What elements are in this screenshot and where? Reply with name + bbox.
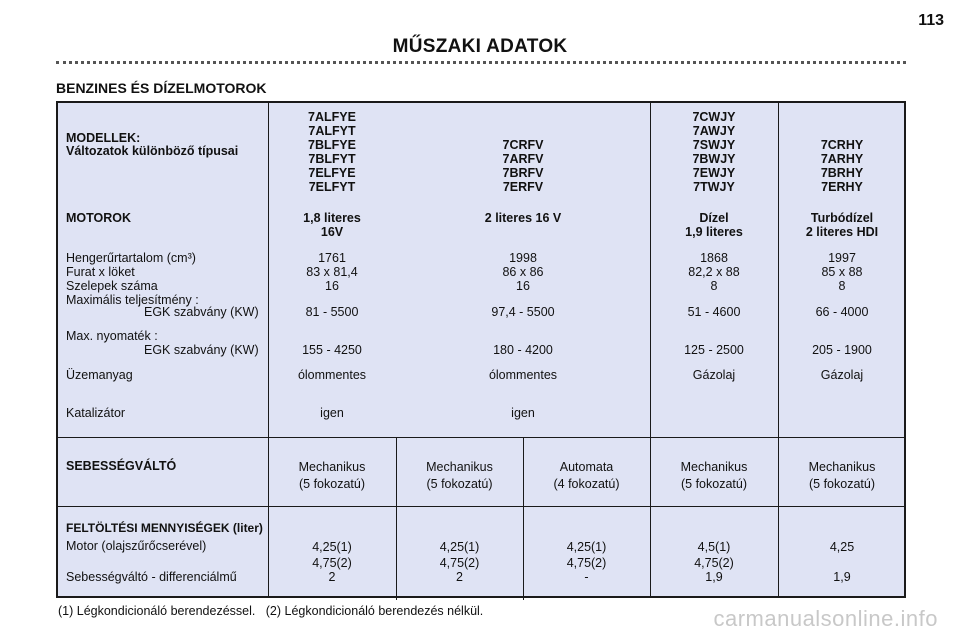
gear-oil-2: 2: [456, 570, 463, 584]
gearbox-4: Mechanikus (5 fokozatú): [680, 460, 748, 491]
gear-oil-1: 2: [328, 570, 336, 584]
page-title: MŰSZAKI ADATOK: [392, 36, 568, 57]
torque-label: Max. nyomaték :: [66, 329, 158, 343]
engine-col-4: Turbódízel 2 literes HDI: [805, 211, 879, 239]
fuel-label: Üzemanyag: [66, 368, 133, 382]
gearbox-diff-label: Sebességváltó - differenciálmű: [66, 570, 237, 584]
torque-4: 205 - 1900: [812, 343, 872, 357]
gearbox-3: Automata (4 fokozatú): [553, 460, 620, 491]
engine-spec-labels: Hengerűrtartalom (cm³) Furat x löket Szelepek száma Maximális teljesítmény :: [66, 251, 199, 307]
motor-oil-5: 4,25: [829, 540, 855, 554]
catalyst-1: igen: [320, 406, 344, 420]
watermark: carmanualsonline.info: [713, 606, 938, 631]
engine-specs-3: 1868 82,2 x 88 8: [688, 251, 740, 293]
engine-col-2: 2 literes 16 V: [484, 211, 562, 225]
power-1: 81 - 5500: [305, 305, 359, 319]
motor-oil-1: 4,25(1) 4,75(2): [312, 540, 352, 570]
fuel-1: ólommentes: [297, 368, 367, 382]
specs-table: [56, 101, 906, 598]
engine-specs-2: 1998 86 x 86 16: [502, 251, 544, 293]
torque-3: 125 - 2500: [684, 343, 744, 357]
torque-2: 180 - 4200: [493, 343, 553, 357]
gear-oil-5: 1,9: [833, 570, 851, 584]
engines-label: MOTOROK: [66, 211, 132, 225]
catalyst-2: igen: [511, 406, 535, 420]
models-col-1: 7ALFYE 7ALFYT 7BLFYE 7BLFYT 7ELFYE 7ELFYT: [308, 110, 356, 194]
egk-torque-label: EGK szabvány (KW): [144, 343, 259, 357]
fuel-4: Gázolaj: [820, 368, 864, 382]
models-sublabel: Változatok különböző típusai: [66, 144, 239, 158]
gear-oil-4: 1,9: [705, 570, 723, 584]
motor-oil-4: 4,5(1) 4,75(2): [694, 540, 734, 570]
page-number: 113: [918, 12, 944, 29]
models-label: MODELLEK:: [66, 131, 141, 145]
gearbox-2: Mechanikus (5 fokozatú): [426, 460, 493, 491]
motor-oil-label: Motor (olajszűrőcserével): [66, 539, 207, 553]
models-col-2: 7CRFV 7ARFV 7BRFV 7ERFV: [502, 138, 544, 194]
gearbox-5: Mechanikus (5 fokozatú): [808, 460, 876, 491]
fuel-3: Gázolaj: [692, 368, 736, 382]
footnote: (1) Légkondicionáló berendezéssel. (2) Légkondicionáló berendezés nélkül.: [58, 604, 484, 618]
title-divider: [56, 61, 906, 64]
power-4: 66 - 4000: [815, 305, 869, 319]
power-2: 97,4 - 5500: [491, 305, 555, 319]
torque-1: 155 - 4250: [302, 343, 362, 357]
capacities-label: FELTÖLTÉSI MENNYISÉGEK (liter): [66, 521, 263, 535]
engine-col-1: 1,8 literes 16V: [303, 211, 361, 239]
engine-specs-1: 1761 83 x 81,4 16: [306, 251, 358, 293]
motor-oil-3: 4,25(1) 4,75(2): [566, 540, 607, 570]
engine-col-3: Dízel 1,9 literes: [685, 211, 743, 239]
catalyst-label: Katalizátor: [66, 406, 126, 420]
engine-specs-4: 1997 85 x 88 8: [821, 251, 863, 293]
models-col-4: 7CRHY 7ARHY 7BRHY 7ERHY: [820, 138, 864, 194]
gearbox-label: SEBESSÉGVÁLTÓ: [66, 459, 177, 473]
motor-oil-2: 4,25(1) 4,75(2): [439, 540, 480, 570]
power-3: 51 - 4600: [687, 305, 741, 319]
fuel-2: ólommentes: [488, 368, 558, 382]
gear-oil-3: -: [584, 570, 589, 584]
models-col-3: 7CWJY 7AWJY 7SWJY 7BWJY 7EWJY 7TWJY: [692, 110, 736, 194]
gearbox-1: Mechanikus (5 fokozatú): [298, 460, 366, 491]
section-heading: BENZINES ÉS DÍZELMOTOROK: [56, 80, 267, 96]
egk-power-label: EGK szabvány (KW): [144, 305, 259, 319]
